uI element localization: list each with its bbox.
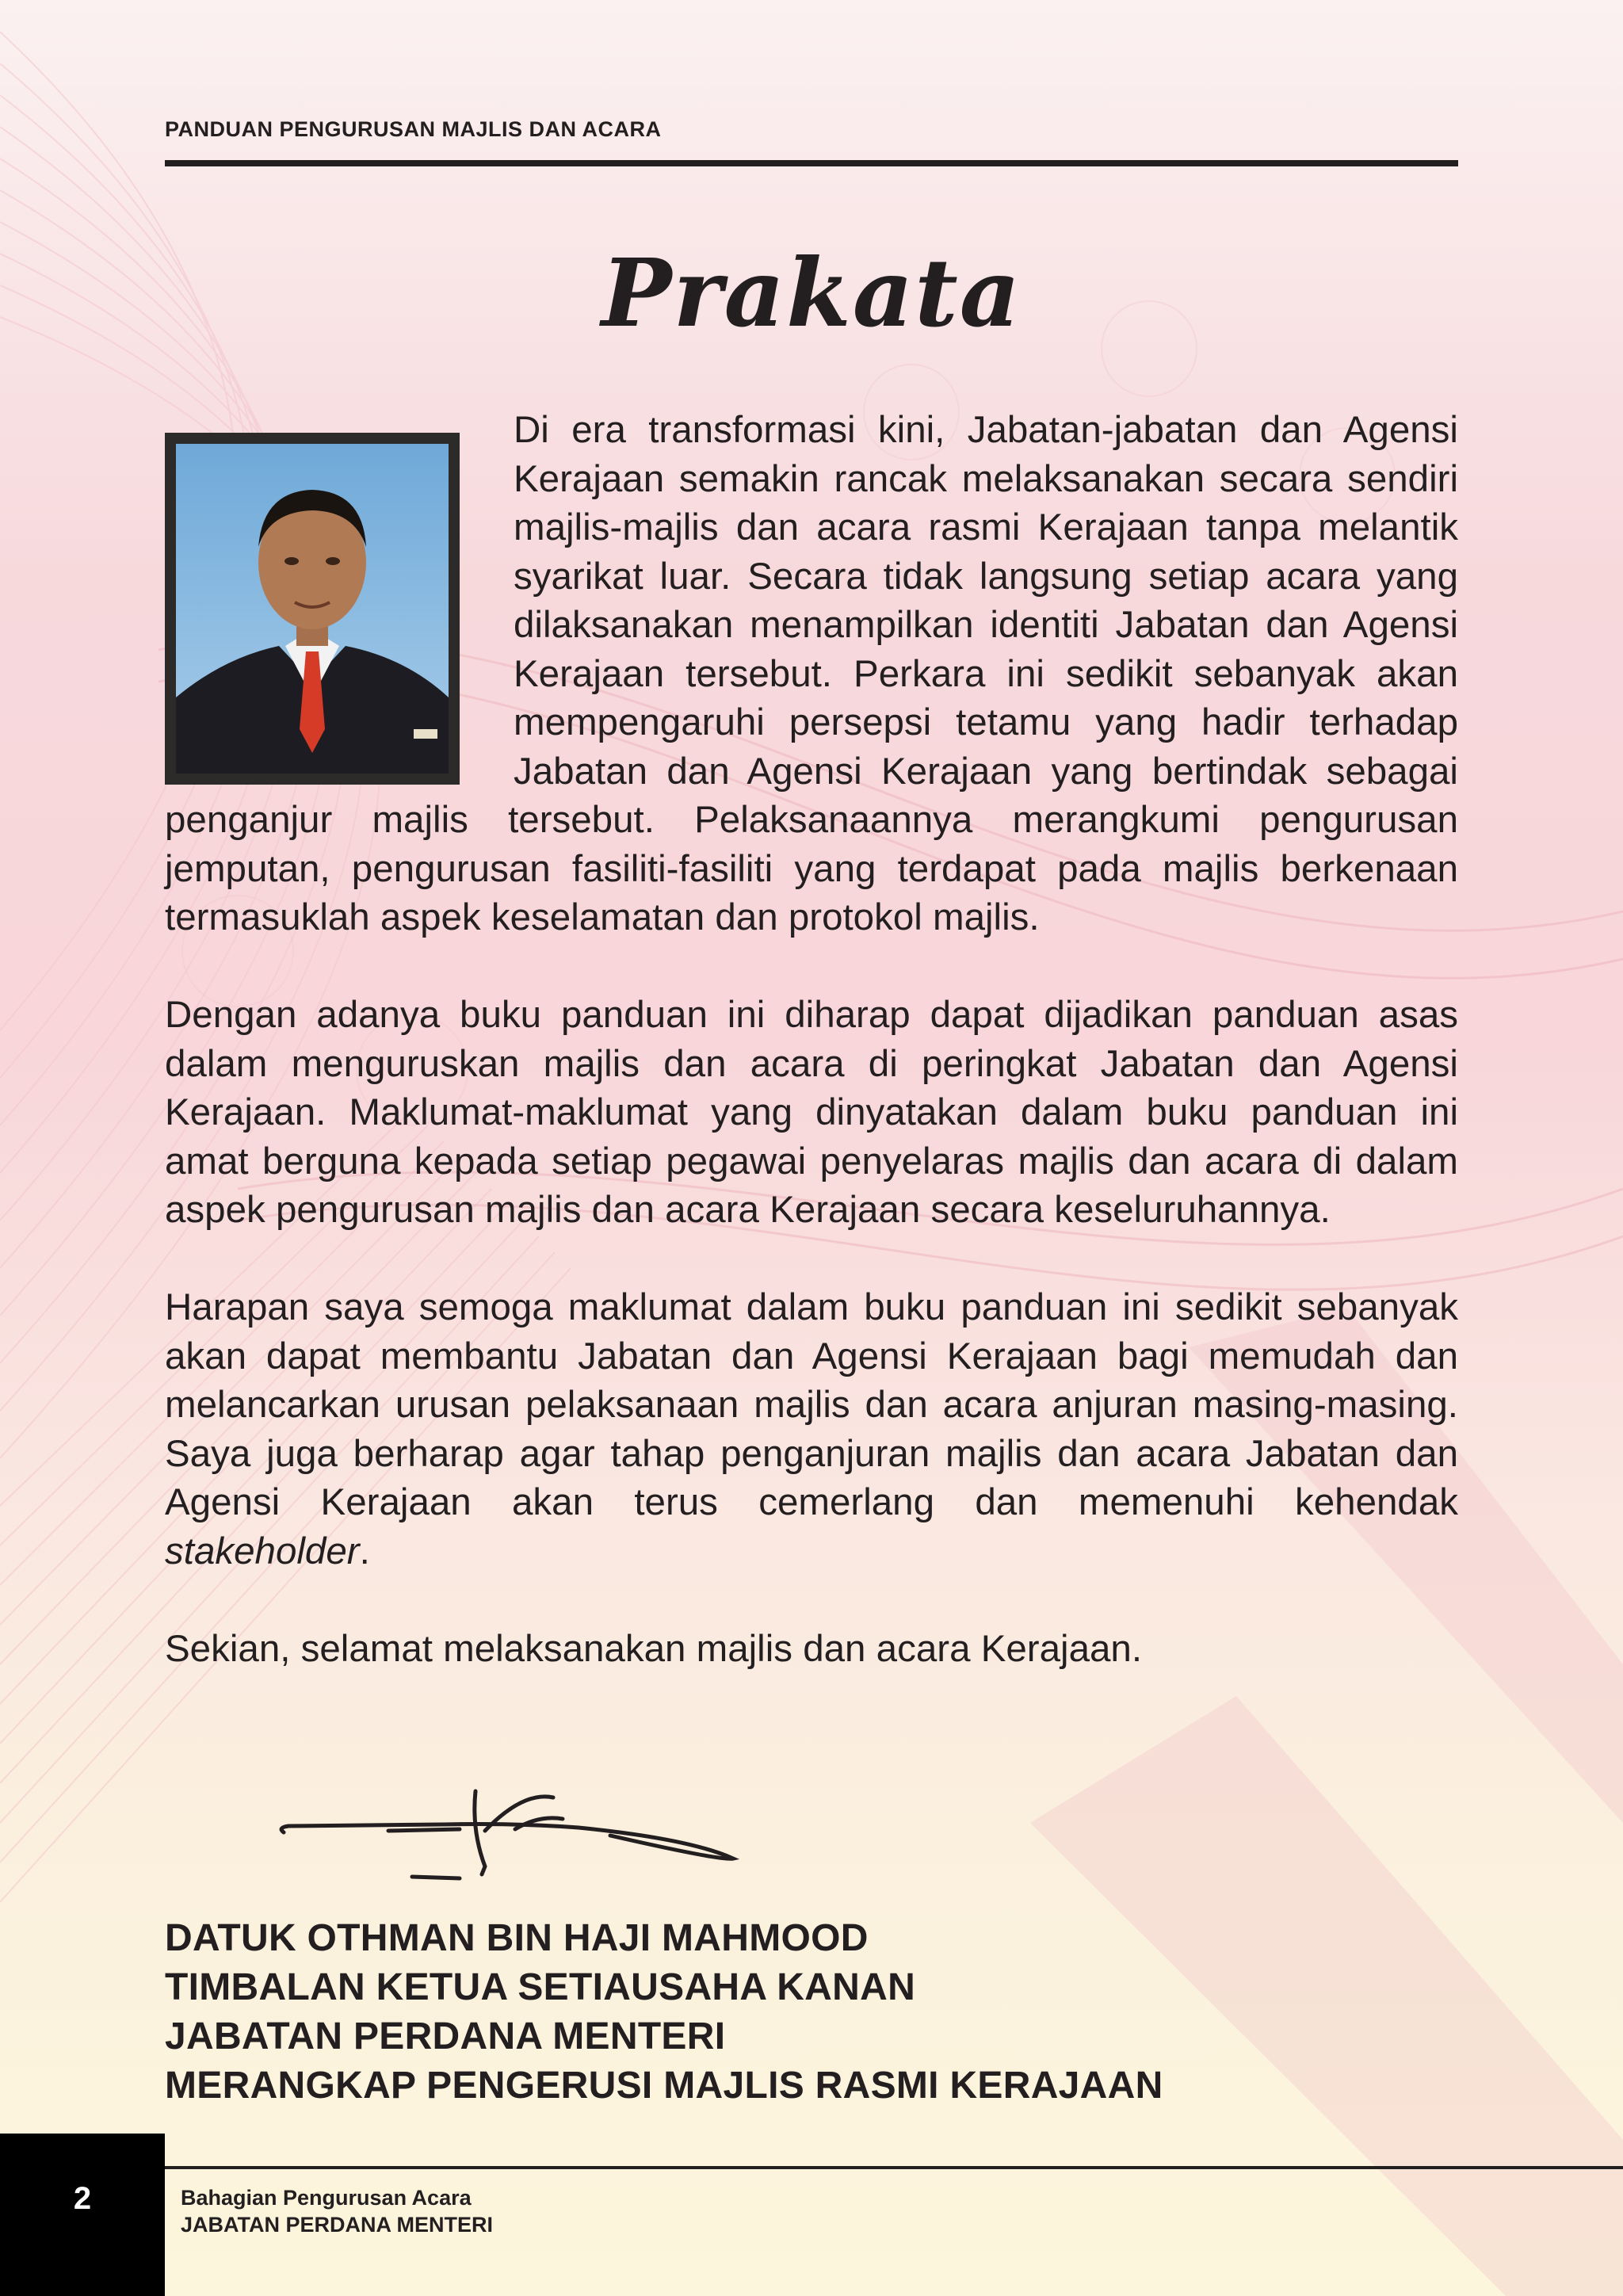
page-title: Prakata — [601, 238, 1022, 348]
signatory-role: MERANGKAP PENGERUSI MAJLIS RASMI KERAJAAN — [165, 2065, 1163, 2107]
signatory-position: TIMBALAN KETUA SETIAUSAHA KANAN — [165, 1966, 916, 2008]
portrait-spacer — [165, 406, 514, 794]
footer-info — [181, 2184, 493, 2238]
paragraph-4: Sekian, selamat melaksanakan majlis dan acara Kerajaan. — [165, 1627, 1143, 1670]
paragraph-3-italic: stakeholder — [165, 1530, 360, 1572]
paragraph-3-end: . — [359, 1530, 370, 1572]
paragraph-2: Dengan adanya buku panduan ini diharap dapat dijadikan panduan asas dalam menguruskan majlis dan acara di peringkat Jabatan dan Agensi Kerajaan. Maklumat-maklumat yang dinyatakan dalam buku panduan ini amat berguna kepada setiap pegawai penyelaras majlis dan acara di dalam aspek pengurusan majlis dan acara Kerajaan secara keseluruhannya. — [165, 994, 1458, 1231]
header-rule — [165, 160, 1458, 166]
paragraph-3-text: Harapan saya semoga maklumat dalam buku panduan ini sedikit sebanyak akan dapat membantu Jabatan dan Agensi Kerajaan bagi memudah dan melancarkan urusan pelaksanaan majlis dan acara anjuran masing-masing. Saya juga berharap agar tahap penganjuran majlis dan acara Jabatan dan Agensi Kerajaan akan terus cemerlang dan memenuhi kehendak — [165, 1286, 1458, 1523]
signature — [277, 1783, 753, 1910]
signatory-name: DATUK OTHMAN BIN HAJI MAHMOOD — [165, 1917, 869, 1959]
footer-rule — [165, 2166, 1623, 2169]
body-text — [165, 406, 1458, 1722]
footer-department: JABATAN PERDANA MENTERI — [181, 2213, 494, 2237]
signatory-department: JABATAN PERDANA MENTERI — [165, 2015, 726, 2057]
paragraph-1: Di era transformasi kini, Jabatan-jabatan dan Agensi Kerajaan semakin rancak melaksanakan secara sendiri majlis-majlis dan acara rasmi Kerajaan tanpa melantik syarikat luar. Secara tidak langsung setiap acara yang dilaksanakan menampilkan identiti Jabatan dan Agensi Kerajaan tersebut. Perkara ini sedikit sebanyak akan mempengaruhi persepsi tetamu yang hadir terhadap Jabatan dan Agensi Kerajaan yang bertindak sebagai penganjur majlis tersebut. Pelaksanaannya merangkumi pengurusan jemputan, pengurusan fasiliti-fasiliti yang terdapat pada majlis berkenaan termasuklah aspek keselamatan dan protokol majlis. — [165, 409, 1458, 938]
signatory-block — [165, 1914, 1163, 2111]
header-title: PANDUAN PENGURUSAN MAJLIS DAN ACARA — [165, 117, 662, 141]
paragraph-3 — [165, 1283, 1458, 1576]
footer-division: Bahagian Pengurusan Acara — [181, 2186, 472, 2210]
page-number: 2 — [0, 2134, 165, 2296]
